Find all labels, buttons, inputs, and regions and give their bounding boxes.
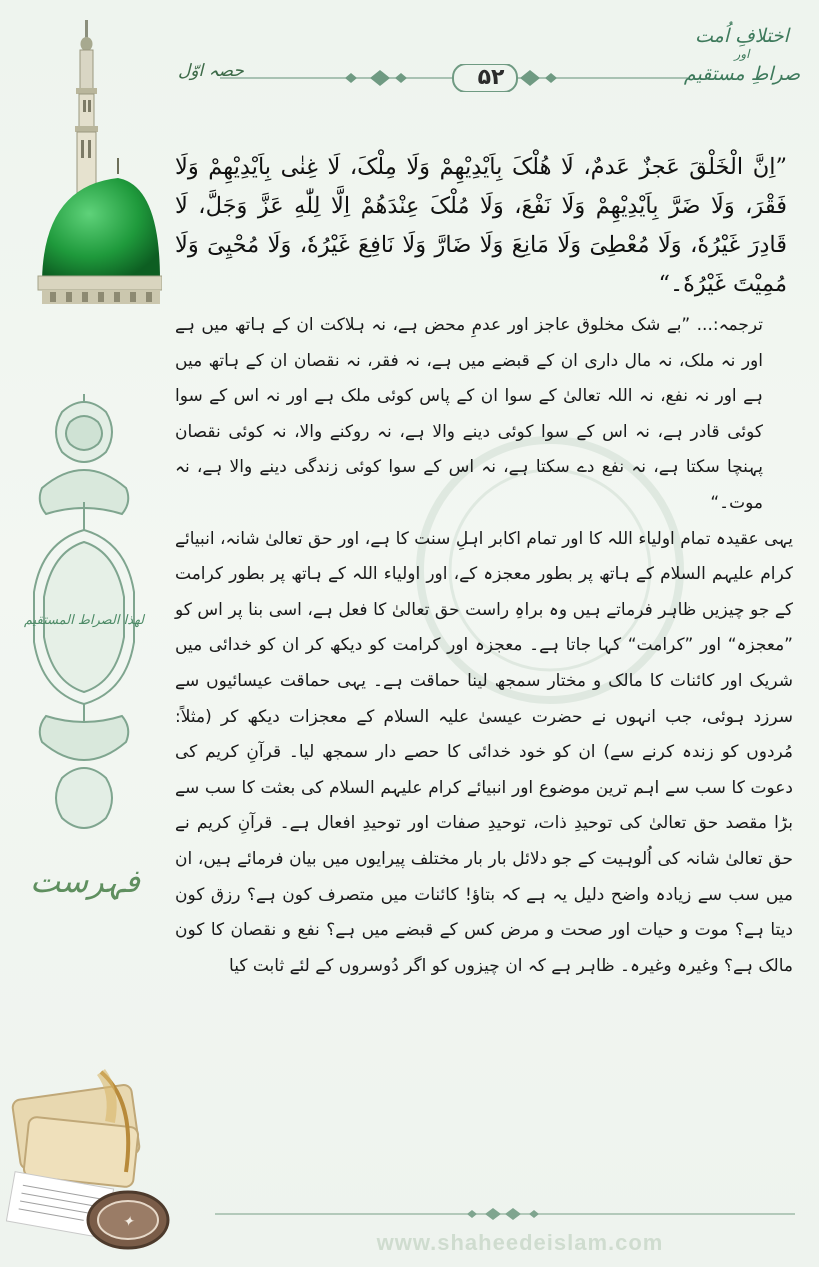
website-url[interactable]: www.shaheedeislam.com bbox=[376, 1230, 664, 1255]
part-label: حصہ اوّل bbox=[178, 61, 244, 81]
svg-text:✦: ✦ bbox=[122, 1214, 134, 1230]
ornament-divider bbox=[220, 64, 690, 92]
book-title bbox=[682, 24, 802, 87]
page-content bbox=[175, 148, 793, 984]
left-decoration-column bbox=[0, 0, 170, 1267]
body-paragraph: یہی عقیدہ تمام اولیاء اللہ کا اور تمام اکابر اہلِ سنت کا ہے، اور حق تعالیٰ شانہ، انبیائے کرام علیہم السلام کے ہاتھ پر بطور معجزہ کے، اور اولیاء اللہ کے ہاتھ پر بطور کرامت کے جو چیزیں ظاہر فرماتے ہیں وہ براہِ راست حق تعالیٰ کا فعل ہے، اسی بنا پر اس کو ”معجزہ“ اور ”کرامت“ کہا جاتا ہے۔ معجزہ اور کرامت کو دیکھ کر ان کو خدائی میں شریک اور کائنات کا مالک و مختار سمجھ لینا حماقت ہے۔ یہی حماقت عیسائیوں سے سرزد ہوئی، جب انہوں نے حضرت عیسیٰ علیہ السلام کے معجزات دیکھ کر (مثلاً: مُردوں کو زندہ کرنے سے) ان کو خود خدائی کا حصے دار سمجھ لیا۔ قرآنِ کریم کی دعوت کا سب سے اہم ترین موضوع اور انبیائے کرام علیہم السلام کی بعثت کا سب سے بڑا مقصد حق تعالیٰ کی توحیدِ ذات، توحیدِ صفات اور توحیدِ افعال ہے۔ قرآنِ کریم نے حق تعالیٰ شانہ کی اُلوہیت کے جو دلائل بار بار مختلف پیرایوں میں بیان فرمائے ہیں، ان میں سب سے زیادہ واضح دلیل یہ ہے کہ بتاؤ! کائنات میں متصرف کون ہے؟ رزق کون دیتا ہے؟ موت و حیات اور صحت و مرض کس کے قبضے میں ہے؟ نفع و نقصان کا کون مالک ہے؟ وغیرہ وغیرہ۔ ظاہر ہے کہ ان چیزوں کو اگر دُوسروں کے لئے ثابت کیا bbox=[175, 528, 793, 976]
medallion-ornament bbox=[22, 392, 146, 838]
translation-paragraph: ترجمہ:... ”بے شک مخلوق عاجز اور عدمِ محض ہے، نہ ہلاکت ان کے ہاتھ میں ہے اور نہ ملک، نہ مال داری ان کے قبضے میں ہے، نہ فقر، نہ نقصان ان کے ہاتھ میں ہے اور نہ نفع، نہ اللہ تعالیٰ کے سوا ان کے پاس کوئی ملک ہے اور نہ اس کے سوا کوئی قادر ہے، نہ اس کے سوا کوئی دینے والا ہے، نہ روکنے والا، نہ کوئی نقصان پہنچا سکتا ہے، نہ نفع دے سکتا ہے، نہ اس کے سوا کوئی زندگی دینے والا ہے، نہ موت۔“ bbox=[175, 315, 763, 513]
footer-divider bbox=[215, 1206, 795, 1222]
page-number: ۵۲ bbox=[477, 64, 505, 90]
arabic-quote: ”اِنَّ الْخَلْقَ عَجزٌ عَدمٌ، لَا هُلْکَ بِاَيْدِيْهِمْ وَلَا مِلْکَ، لَا غِنٰی بِاَيْدِيْهِمْ وَلَا فَقْرَ، وَلَا ضَرَّ بِاَيْدِيْهِمْ وَلَا نَفْعَ، وَلَا مُلْکَ عِنْدَهُمْ اِلَّا لِلّٰهِ عَزَّ وَجَلَّ، لَا قَادِرَ غَيْرُهٗ، وَلَا مُعْطِیَ وَلَا مَانِعَ وَلَا ضَارَّ وَلَا نَافِعَ غَيْرُهٗ، وَلَا مُحْيِیَ وَلَا مُمِيْتَ غَيْرُهٗ۔“ bbox=[175, 154, 787, 297]
contents-link[interactable]: فہرست bbox=[30, 862, 140, 900]
minaret-dome-image bbox=[22, 18, 162, 308]
scrolls-quill-image bbox=[6, 1062, 171, 1252]
book-title-line2: اور bbox=[734, 46, 750, 61]
book-title-line1: اختلافِ اُمت bbox=[695, 25, 789, 47]
medallion-text: لھذا الصراط المستقیم bbox=[23, 613, 145, 628]
page-header bbox=[170, 18, 810, 128]
book-title-line3: صراطِ مستقیم bbox=[683, 62, 801, 85]
